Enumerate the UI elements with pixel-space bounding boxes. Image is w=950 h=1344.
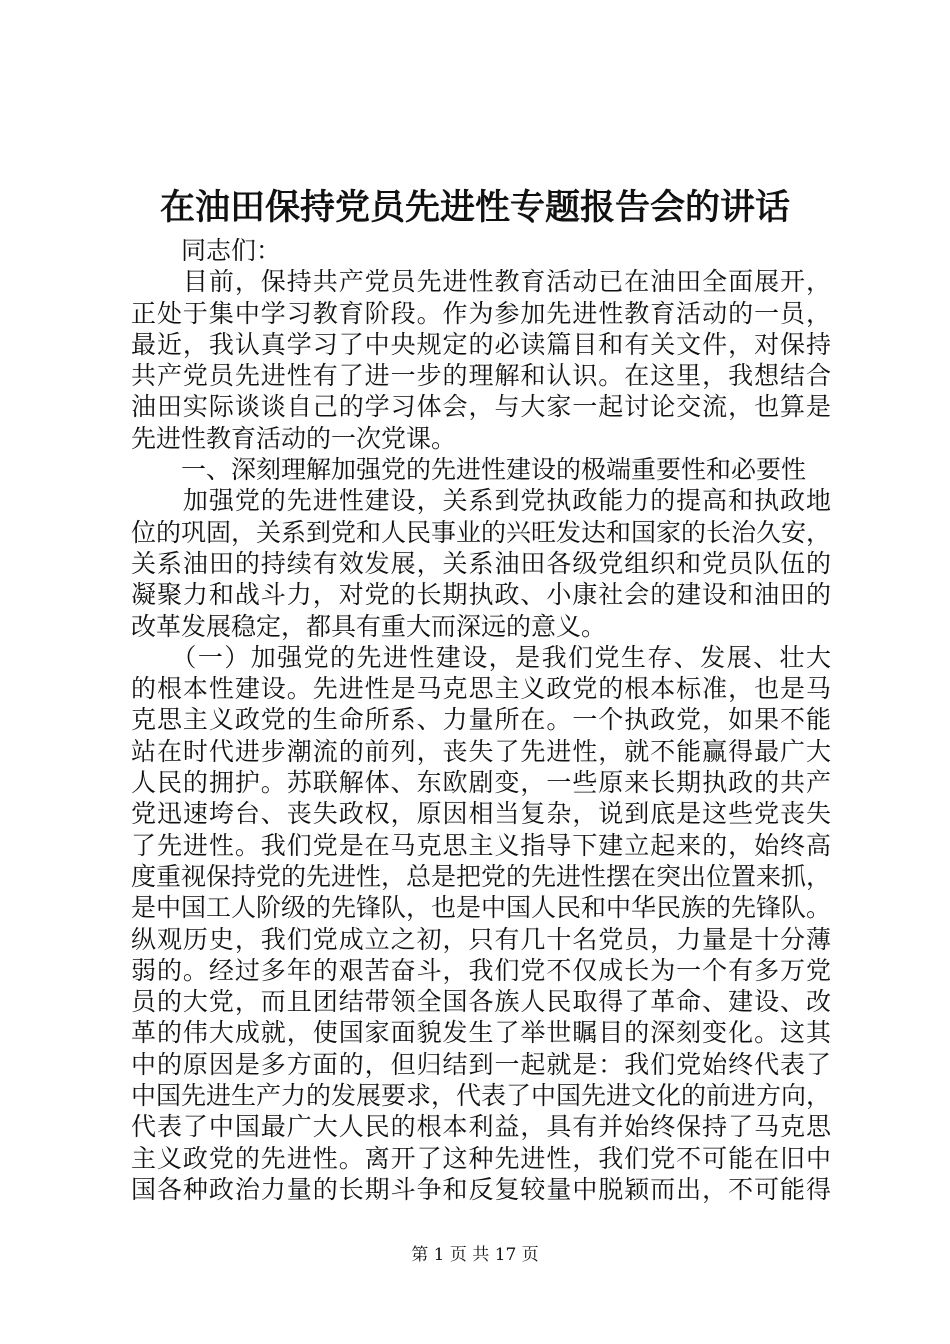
text-line: 关系油田的持续有效发展，关系油田各级党组织和党员队伍的 xyxy=(131,548,831,578)
text-line: 国各种政治力量的长期斗争和反复较量中脱颖而出，不可能得 xyxy=(131,1174,831,1204)
text-line: 党迅速垮台、丧失政权，原因相当复杂，说到底是这些党丧失 xyxy=(131,799,831,829)
text-line: 克思主义政党的生命所系、力量所在。一个执政党，如果不能 xyxy=(131,705,831,735)
text-line: 站在时代进步潮流的前列，丧失了先进性，就不能赢得最广大 xyxy=(131,736,831,766)
text-line: 中国先进生产力的发展要求，代表了中国先进文化的前进方向， xyxy=(131,1081,831,1111)
text-line: 最近，我认真学习了中央规定的必读篇目和有关文件，对保持 xyxy=(131,329,831,359)
text-line: 位的巩固，关系到党和人民事业的兴旺发达和国家的长治久安， xyxy=(131,517,831,547)
text-line: 的根本性建设。先进性是马克思主义政党的根本标准，也是马 xyxy=(131,674,831,704)
text-line: 是中国工人阶级的先锋队，也是中国人民和中华民族的先锋队。 xyxy=(131,893,831,923)
document-body xyxy=(131,235,831,1205)
text-line: 员的大党，而且团结带领全国各族人民取得了革命、建设、改 xyxy=(131,987,831,1017)
text-line: 目前，保持共产党员先进性教育活动已在油田全面展开， xyxy=(131,267,831,297)
text-line: 主义政党的先进性。离开了这种先进性，我们党不可能在旧中 xyxy=(131,1143,831,1173)
text-line: 正处于集中学习教育阶段。作为参加先进性教育活动的一员， xyxy=(131,298,831,328)
text-line: 弱的。经过多年的艰苦奋斗，我们党不仅成长为一个有多万党 xyxy=(131,955,831,985)
text-line: 先进性教育活动的一次党课。 xyxy=(131,423,457,453)
text-line: 一、深刻理解加强党的先进性建设的极端重要性和必要性 xyxy=(131,455,807,485)
text-line: 凝聚力和战斗力，对党的长期执政、小康社会的建设和油田的 xyxy=(131,580,831,610)
text-line: 纵观历史，我们党成立之初，只有几十名党员，力量是十分薄 xyxy=(131,924,831,954)
text-line: 代表了中国最广大人民的根本利益，具有并始终保持了马克思 xyxy=(131,1112,831,1142)
text-line: 了先进性。我们党是在马克思主义指导下建立起来的，始终高 xyxy=(131,830,831,860)
text-line: 中的原因是多方面的，但归结到一起就是：我们党始终代表了 xyxy=(131,1049,831,1079)
text-line: 加强党的先进性建设，关系到党执政能力的提高和执政地 xyxy=(131,486,831,516)
text-line: 人民的拥护。苏联解体、东欧剧变，一些原来长期执政的共产 xyxy=(131,768,831,798)
page-footer: 第 1 页 共 17 页 xyxy=(411,1245,539,1265)
text-line: 革的伟大成就，使国家面貌发生了举世瞩目的深刻变化。这其 xyxy=(131,1018,831,1048)
text-line: 共产党员先进性有了进一步的理解和认识。在这里，我想结合 xyxy=(131,361,831,391)
page-title: 在油田保持党员先进性专题报告会的讲话 xyxy=(159,187,790,228)
text-line: （一）加强党的先进性建设，是我们党生存、发展、壮大 xyxy=(131,642,831,672)
text-line: 油田实际谈谈自己的学习体会，与大家一起讨论交流，也算是 xyxy=(131,392,831,422)
text-line: 同志们： xyxy=(131,236,282,265)
text-line: 改革发展稳定，都具有重大而深远的意义。 xyxy=(131,611,607,641)
text-line: 度重视保持党的先进性，总是把党的先进性摆在突出位置来抓， xyxy=(131,861,831,891)
